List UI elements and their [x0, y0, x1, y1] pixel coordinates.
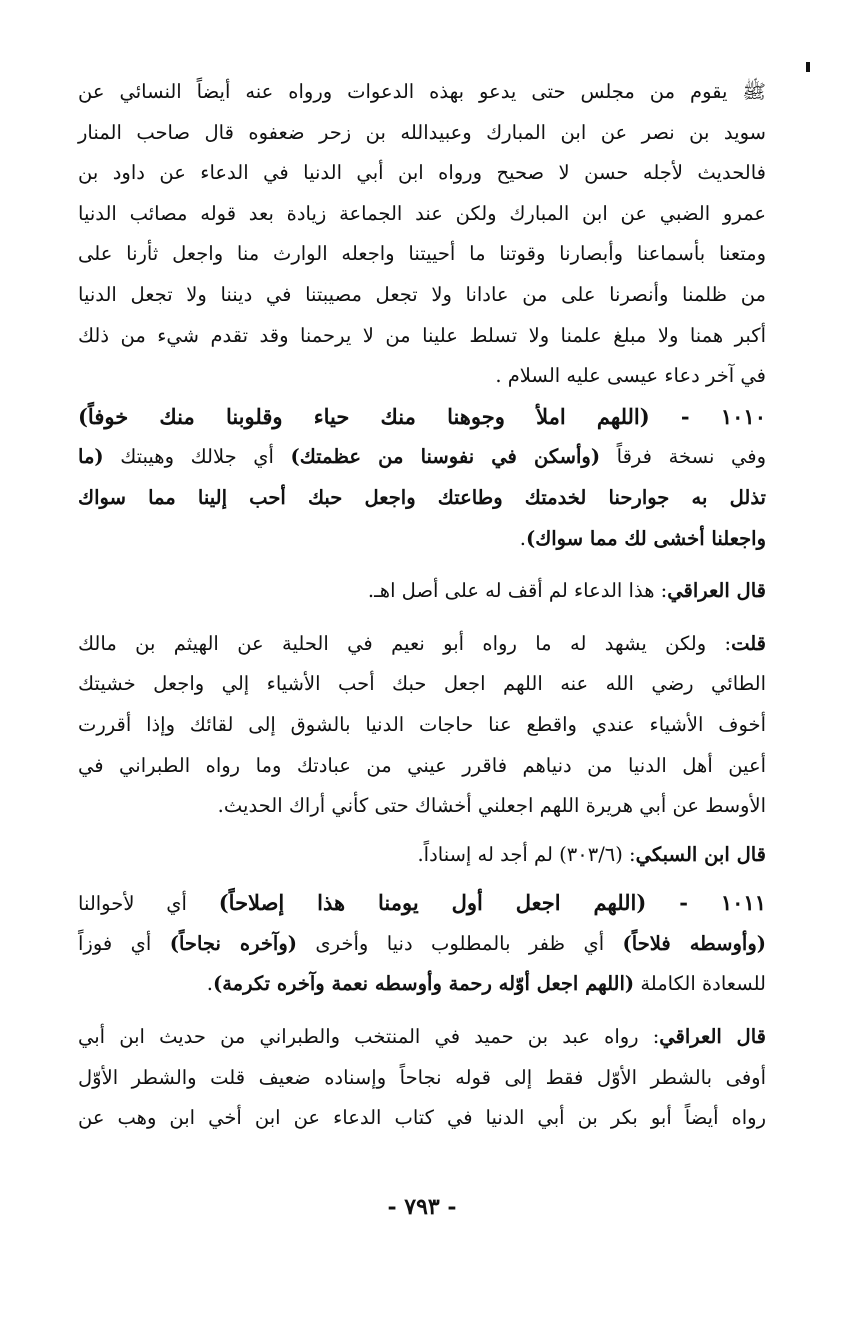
- quoted-text: (ما: [78, 445, 104, 469]
- note-text: : هذا الدعاء لم أقف له على أصل اهـ.: [367, 579, 668, 603]
- hadith-heading-1011: [78, 883, 766, 924]
- text-line: أعين أهل الدنيا من دنياهم فاقرر عيني من عبادتك وما رواه الطبراني في: [78, 753, 766, 777]
- note-label: قال العراقي: [667, 579, 766, 603]
- text-line: [78, 964, 766, 1005]
- text-span: أي ظفر بالمطلوب دنيا وأخرى: [296, 931, 623, 955]
- text-line: عمرو الضبي عن ابن المبارك ولكن عند الجماعة زيادة بعد قوله مصائب الدنيا: [78, 201, 766, 225]
- note-text: : رواه عبد بن حميد في المنتخب والطبراني من حديث ابن أبي: [78, 1025, 660, 1049]
- text-line: [78, 624, 766, 665]
- text-line: رواه أيضاً أبو بكر بن أبي الدنيا في كتاب الدعاء عن ابن أخي ابن وهب عن: [78, 1106, 766, 1130]
- iraqi-note-1: [78, 571, 766, 612]
- text-line: [78, 519, 766, 560]
- text-span: وفي نسخة فرقاً: [600, 445, 767, 469]
- text-line: [78, 1017, 766, 1058]
- text-span: .: [519, 526, 526, 550]
- heading-text: ١٠١١ - (اللهم اجعل أول يومنا هذا إصلاحاً): [218, 890, 766, 916]
- text-line: أوفى بالشطر الأوّل فقط إلى قوله نجاحاً وإسناده ضعيف قلت والشطر الأوّل: [78, 1065, 766, 1089]
- paragraph-iraqi-2: [78, 1017, 766, 1139]
- quoted-text: (وأسكن في نفوسنا من عظمتك): [290, 445, 601, 469]
- text-line: من ظلمنا وأنصرنا على من عادانا ولا تجعل مصيبتنا في ديننا ولا تجعل الدنيا: [78, 282, 766, 306]
- page-number: - ٧٩٣ -: [387, 1194, 457, 1220]
- text-line: ومتعنا بأسماعنا وأبصارنا وقوتنا ما أحييتنا واجعله الوارث منا واجعل ثأرنا على: [78, 242, 766, 266]
- note-text: : (٣٠٣/٦) لم أجد له إسناداً.: [417, 842, 636, 866]
- text-span: للسعادة الكاملة: [634, 972, 766, 996]
- paragraph-hadith-commentary: [78, 72, 766, 397]
- text-line: في آخر دعاء عيسى عليه السلام .: [495, 364, 766, 388]
- text-line: سويد بن نصر عن ابن المبارك وعبيدالله بن زحر ضعفوه قال صاحب المنار: [78, 120, 766, 144]
- note-text: : ولكن يشهد له ما رواه أبو نعيم في الحلية عن الهيثم بن مالك: [78, 631, 732, 655]
- text-line: [78, 478, 766, 519]
- text-line: فالحديث لأجله حسن لا صحيح ورواه ابن أبي الدنيا في الدعاء عن داود بن: [78, 161, 766, 185]
- text-line: الأوسط عن أبي هريرة اللهم اجعلني أخشاك حتى كأني أراك الحديث.: [217, 794, 766, 818]
- hadith-heading-1010: ١٠١٠ - (اللهم املأ وجوهنا منك حياء وقلوبنا منك خوفاً): [78, 403, 766, 429]
- paragraph-qult: [78, 624, 766, 827]
- paragraph-1011: [78, 883, 766, 1005]
- quoted-text: واجعلنا أخشى لك مما سواك): [525, 526, 766, 550]
- text-span: أي فوزاً: [78, 931, 170, 955]
- text-span: أي جلالك وهيبتك: [103, 445, 291, 469]
- text-line: [78, 437, 766, 478]
- text-line: [78, 924, 766, 965]
- subki-note: [78, 835, 766, 876]
- paragraph-1010: [78, 437, 766, 559]
- quoted-text: تذلل به جوارحنا لخدمتك وطاعتك واجعل حبك أحب إلينا مما سواك: [78, 485, 766, 509]
- note-label: قال ابن السبكي: [635, 842, 766, 866]
- note-label: قال العراقي: [659, 1025, 766, 1049]
- margin-mark: [806, 62, 810, 72]
- text-line: أكبر همنا ولا مبلغ علمنا ولا تسلط علينا من لا يرحمنا وقد تقدم شيء من ذلك: [78, 323, 766, 347]
- text-span: أي لأحوالنا: [78, 892, 219, 916]
- text-line: أخوف الأشياء عندي واقطع عنا حاجات الدنيا بالشوق إلى لقائك وإذا أقررت: [78, 712, 766, 736]
- text-line: الطائي رضي الله عنه اللهم اجعل حبك أحب الأشياء إلي واجعل خشيتك: [78, 672, 766, 696]
- quoted-text: (وأوسطه فلاحاً): [622, 931, 766, 955]
- quoted-text: (اللهم اجعل أوّله رحمة وأوسطه نعمة وآخره تكرمة): [212, 972, 635, 996]
- text-span: .: [206, 972, 213, 996]
- note-label: قلت: [731, 631, 766, 655]
- text-line: ﷺ يقوم من مجلس حتى يدعو بهذه الدعوات ورواه عنه أيضاً النسائي عن: [78, 80, 766, 103]
- quoted-text: (وآخره نجاحاً): [169, 931, 297, 955]
